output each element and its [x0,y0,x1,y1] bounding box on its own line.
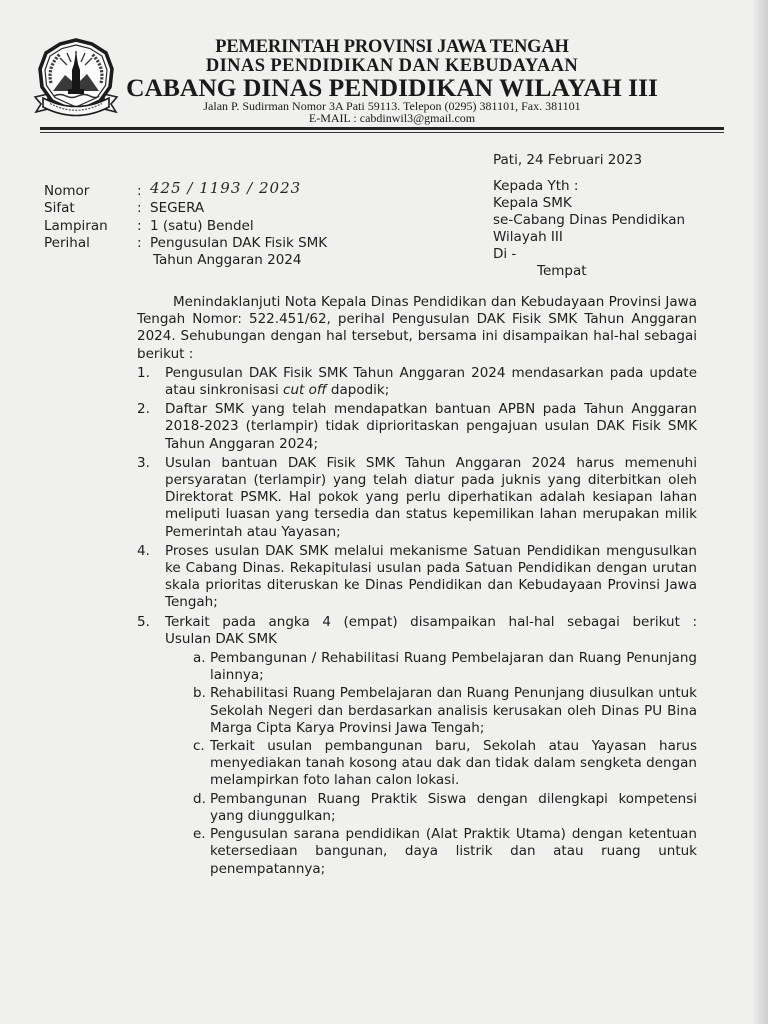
sub-list-item [193,738,697,790]
list-item-text: Daftar SMK yang telah mendapatkan bantuan APBN pada Tahun Anggaran 2018-2023 (terlampir) tidak diprioritaskan pengajuan usulan DAK Fisik SMK Tahun Anggaran 2024; [165,401,697,452]
letter-nature-label: Sifat [44,200,75,217]
letter-number-label: Nomor [44,183,90,199]
list-item-number: 3. [137,454,150,471]
list-item-number: 2. [137,401,150,418]
letter-info [44,179,328,269]
separator: : [137,183,142,199]
sub-list-item-text: Rehabilitasi Ruang Pembelajaran dan Ruang Penunjang diusulkan untuk Sekolah Negeri dan berdasarkan analisis kerusakan oleh Dinas PU Bina Marga Cipta Karya Provinsi Jawa Tengah; [210,685,697,736]
intro-paragraph: Menindaklanjuti Nota Kepala Dinas Pendidikan dan Kebudayaan Provinsi Jawa Tengah Nomor: 522.451/62, perihal Pengusulan DAK Fisik SMK Tahun Anggaran 2024. Sehubungan dengan hal tersebut, bersama ini disampaikan hal-hal sebagai berikut : [137,294,697,362]
sub-list-item [193,685,697,737]
recipient-line: se-Cabang Dinas Pendidikan [493,212,686,229]
list-item-text: Usulan bantuan DAK Fisik SMK Tahun Anggaran 2024 harus memenuhi persyaratan (terlampir) yang telah diatur pada juknis yang diterbitkan oleh Direktorat PSMK. Hal pokok yang perlu diperhatikan adalah kesiapan lahan meliputi luasan yang tersedia dan status kepemilikan lahan merupakan milik Pemerintah atau Yayasan; [165,454,697,540]
list-item [137,401,697,453]
letter-subject-line1: Pengusulan DAK Fisik SMK [150,234,328,251]
separator: : [137,200,142,217]
list-item-content [165,614,697,878]
letter-number-row [44,179,327,200]
sub-list-item-letter: e. [193,826,206,843]
letterhead-address: Jalan P. Sudirman Nomor 3A Pati 59113. Telepon (0295) 381101, Fax. 381101 [203,99,581,113]
letter-attachment-label: Lampiran [44,217,108,234]
sub-list-item-letter: a. [193,650,206,667]
letterhead-email: E-MAIL : cabdinwil3@gmail.com [308,111,476,125]
recipient-block [493,178,685,281]
list-item-text [165,365,697,399]
scan-edge [752,0,768,1024]
list-item-number: 5. [137,613,150,630]
list-item-number: 1. [137,364,150,381]
letter-subject-value [150,235,327,270]
list-item-emphasis: cut off [283,382,327,399]
list-item-text-part: Pengusulan DAK Fisik SMK Tahun Anggaran 2024 mendasarkan pada update atau sinkronisasi [165,364,697,399]
sub-list [165,650,697,878]
list-item [137,455,697,541]
sub-list-item-text: Terkait usulan pembangunan baru, Sekolah atau Yayasan harus menyediakan tanah kosong atau dak dan tidak dalam sengketa dengan melampirkan foto lahan calon lokasi. [210,738,697,789]
letter-attachment-row [44,218,327,235]
letter-nature-value: SEGERA [150,200,205,217]
sub-list-item [193,826,697,878]
recipient-place: Tempat [537,263,587,280]
letterhead-rule-thin [40,132,724,133]
sub-list-item-letter: d. [193,790,206,807]
sub-list-item-text: Pengusulan sarana pendidikan (Alat Praktik Utama) dengan ketentuan ketersediaan bangunan, daya listrik dan atau ruang untuk penempatannya; [210,826,697,877]
recipient-line: Di - [493,246,517,263]
letterhead-branch: CABANG DINAS PENDIDIKAN WILAYAH III [126,73,658,102]
letter-subject-label: Perihal [44,234,90,251]
sub-list-item-text: Pembangunan / Rehabilitasi Ruang Pembelajaran dan Ruang Penunjang lainnya; [210,650,697,684]
list-item-number: 4. [137,542,150,559]
letter-body [137,294,697,878]
list-item [137,365,697,399]
letterhead-government: PEMERINTAH PROVINSI JAWA TENGAH [215,37,569,57]
letterhead-rule-thick [40,127,724,130]
letterhead-department: DINAS PENDIDIKAN DAN KEBUDAYAAN [205,56,579,76]
sub-list-item-letter: c. [193,738,205,755]
letter-number-handwritten: 425 / 1193 / 2023 [150,179,302,197]
emblem-tower-base [68,89,84,94]
letter-attachment-value: 1 (satu) Bendel [150,217,254,234]
list-item-text-part: dapodik; [326,382,390,399]
letter-subject-line2: Tahun Anggaran 2024 [153,252,302,269]
list-item [137,543,697,612]
list-item-subheading: Usulan DAK SMK [165,630,277,647]
recipient-line: Kepala SMK [493,195,572,212]
letter-date: Pati, 24 Februari 2023 [493,152,643,168]
separator: : [137,217,142,234]
letter-nature-row [44,200,327,217]
letter-subject-row [44,235,327,270]
sub-list-item-text: Pembangunan Ruang Praktik Siswa dengan dilengkapi kompetensi yang diunggulkan; [210,790,697,824]
list-item-text: Terkait pada angka 4 (empat) disampaikan hal-hal sebagai berikut : [165,613,697,630]
list-item-text: Proses usulan DAK SMK melalui mekanisme Satuan Pendidikan mengusulkan ke Cabang Dinas. Rekapitulasi usulan pada Satuan Pendidikan dengan urutan skala prioritas diteruskan ke Dinas Pendidikan dan Kebudayaan Provinsi Jawa Tengah; [165,542,697,611]
sub-list-item [193,650,697,684]
recipient-line: Wilayah III [493,229,563,246]
recipient-salutation: Kepada Yth : [493,178,579,194]
sub-list-item-letter: b. [193,685,206,702]
sub-list-item [193,791,697,825]
list-item [137,614,697,878]
separator: : [137,234,142,251]
